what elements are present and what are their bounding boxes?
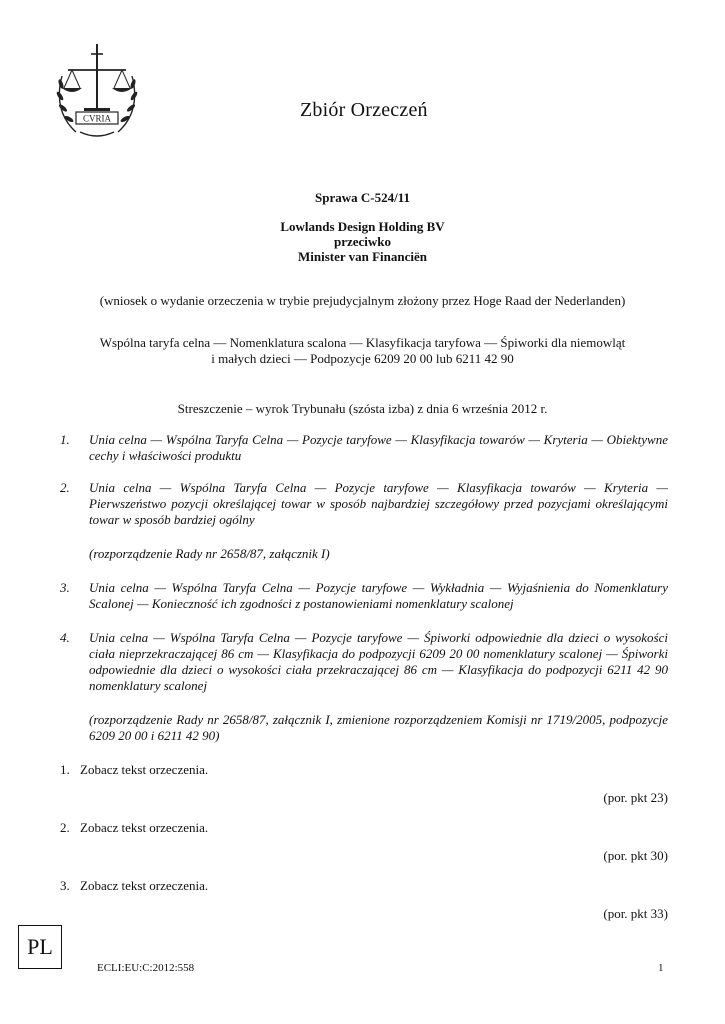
svg-text:CVRIA: CVRIA [82,113,112,124]
answer-item [60,820,668,836]
party-defendant: Minister van Financiën [297,249,428,264]
paragraph-reference: (por. pkt 30) [603,848,668,863]
point-legal-reference: (rozporządzenie Rady nr 2658/87, załącznik I, zmienione rozporządzeniem Komisji nr 1719/2005, podpozycje 6209 20 00 i 6211 42 90) [89,712,668,743]
list-item [60,432,668,464]
point-text: Unia celna — Wspólna Taryfa Celna — Pozycje taryfowe — Śpiworki odpowiednie dla dzieci o wysokości ciała nieprzekraczającej 86 cm — Klasyfikacja do podpozycji 6209 20 00 nomenklatury scalonej — Śpiworki odpowiednie dla dzieci o wysokości ciała przekraczającej 86 cm — Klasyfikacja do podpozycji 6211 42 90 nomenklatury scalonej [89,630,668,693]
document-title: Zbiór Orzeczeń [300,99,428,121]
list-item [60,480,668,528]
list-item [60,630,668,694]
keywords-line: i małych dzieci — Podpozycje 6209 20 00 lub 6211 42 90 [211,351,514,366]
language-badge: PL [18,925,62,969]
answer-number: 2. [60,820,70,835]
summary-heading: Streszczenie – wyrok Trybunału (szósta izba) z dnia 6 września 2012 r. [177,401,548,416]
versus-label: przeciwko [333,234,392,249]
paragraph-reference: (por. pkt 33) [603,906,668,921]
case-parties [0,219,725,264]
summary-points [60,432,668,922]
answer-number: 3. [60,878,70,893]
answer-number: 1. [60,762,70,777]
answer-item [60,878,668,894]
point-number: 4. [60,630,70,645]
keywords [0,335,725,367]
scales-of-justice-icon [54,40,140,144]
answer-text: Zobacz tekst orzeczenia. [80,878,209,893]
paragraph-reference: (por. pkt 23) [603,790,668,805]
keywords-line: Wspólna taryfa celna — Nomenklatura scalona — Klasyfikacja taryfowa — Śpiworki dla niemowląt [99,335,626,350]
party-applicant: Lowlands Design Holding BV [280,219,445,234]
ecli-identifier: ECLI:EU:C:2012:558 [97,962,195,974]
point-text: Unia celna — Wspólna Taryfa Celna — Pozycje taryfowe — Klasyfikacja towarów — Kryteria — Obiektywne cechy i właściwości produktu [89,432,668,463]
point-text: Unia celna — Wspólna Taryfa Celna — Pozycje taryfowe — Klasyfikacja towarów — Kryteria — Pierwszeństwo pozycji określającej towar w sposób najbardziej szczegółowy przed pozycjami określającymi towar w sposób bardziej ogólny [89,480,668,527]
court-logo [54,40,140,144]
answer-text: Zobacz tekst orzeczenia. [80,820,209,835]
point-number: 1. [60,432,70,447]
case-number: Sprawa C-524/11 [315,190,410,205]
reference-request: (wniosek o wydanie orzeczenia w trybie prejudycjalnym złożony przez Hoge Raad der Nederlanden) [99,293,626,308]
answer-item [60,762,668,778]
list-item [60,580,668,612]
answer-text: Zobacz tekst orzeczenia. [80,762,209,777]
point-legal-reference: (rozporządzenie Rady nr 2658/87, załącznik I) [89,546,330,561]
point-text: Unia celna — Wspólna Taryfa Celna — Pozycje taryfowe — Wykładnia — Wyjaśnienia do Nomenklatury Scalonej — Konieczność ich zgodności z postanowieniami nomenklatury scalonej [89,580,668,611]
point-number: 3. [60,580,70,595]
point-number: 2. [60,480,70,495]
page-number: 1 [658,962,664,974]
